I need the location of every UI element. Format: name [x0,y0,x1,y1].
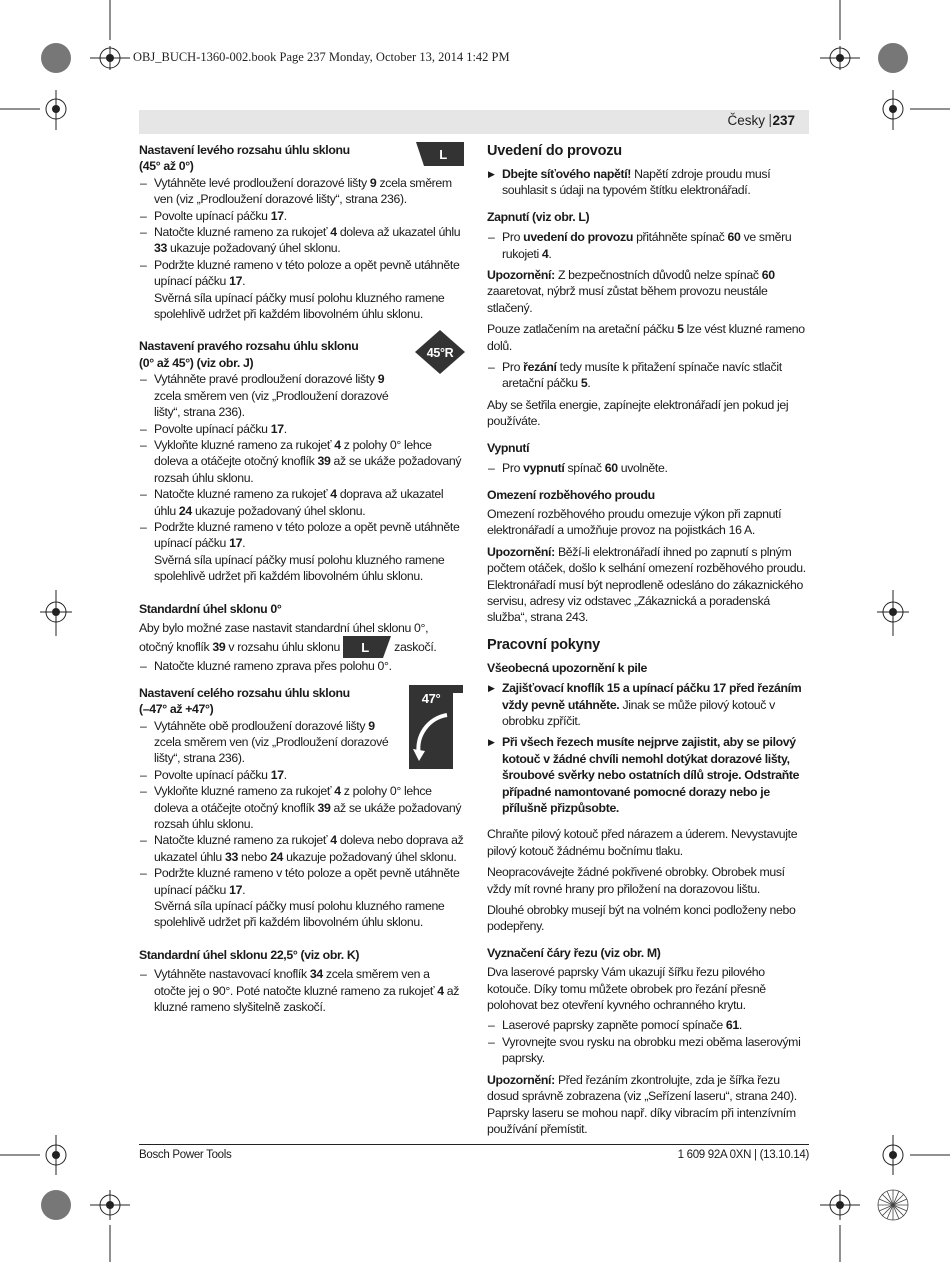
right-column [487,142,809,1137]
list-item: – Natočte kluzné rameno za rukojeť 4 doleva až ukazatel úhlu 33 ukazuje požadovaný úhel sklonu. [139,224,464,257]
section-title: Standardní úhel sklonu 22,5° (viz obr. K) [139,947,360,962]
full-range-badge-icon [409,685,463,769]
list-item: – Natočte kluzné rameno zprava přes polohu 0°. [139,658,464,674]
section-standard-0 [139,601,464,675]
list-item: – Podržte kluzné rameno v této poloze a opět pevně utáhněte upínací páčku 17. [139,257,464,290]
section-title: Zapnutí (viz obr. L) [487,209,590,224]
full-range-badge-label: 47° [421,690,441,706]
page-header-band [139,110,809,134]
section-paragraph: Aby bylo možné zase nastavit standardní úhel sklonu 0°, otočný knoflík 39 v rozsahu úhlu sklonu L zaskočí. [139,620,464,658]
footer-brand: Bosch Power Tools [139,1149,232,1161]
list-item: – Pro řezání tedy musíte k přitažení spínače navíc stlačit aretační páčku 5. [487,359,809,392]
section-title: Nastavení levého rozsahu úhlu sklonu [139,143,350,157]
section-title: Standardní úhel sklonu 0° [139,601,282,616]
list-item: – Vytáhněte nastavovací knoflík 34 zcela směrem ven a otočte jej o 90°. Poté natočte kluzné rameno za rukojeť 4 až kluzné rameno slyšitelně zaskočí. [139,966,464,1015]
warning-list [487,166,809,199]
list-item: – Vytáhněte pravé prodloužení dorazové lišty 9 zcela směrem ven (viz „Prodloužení dorazové lišty“, strana 236). [139,371,401,420]
section-title: Nastavení pravého rozsahu úhlu sklonu [139,339,359,354]
section-standard-22-5 [139,947,464,1016]
warning-item: ▶ Zajišťovací knoflík 15 a upínací páčku 17 před řezáním vždy pevně utáhněte. Jinak se může pilový kotouč v obrobku zpříčit. [487,680,809,729]
left-tilt-badge-label: L [439,147,447,162]
footer-rule [139,1144,809,1145]
section-left-range [139,142,464,322]
list-item: – Podržte kluzné rameno v této poloze a opět pevně utáhněte upínací páčku 17. [139,519,464,552]
note-paragraph: Upozornění: Z bezpečnostních důvodů nelze spínač 60 zaaretovat, nýbrž musí zůstat během provozu neustále stlačený. [487,268,775,315]
paragraph: Neopracovávejte žádné pokřivené obrobky. Obrobek musí vždy mít rovné hrany pro přiložení na dorazovou lištu. [487,865,785,896]
dash-list [139,371,401,420]
dash-list [139,966,464,1015]
right-tilt-badge-label: 45°R [426,346,454,361]
section-heading: Pracovní pokyny [487,636,601,653]
section-full-range [139,685,464,931]
list-item: – Podržte kluzné rameno v této poloze a opět pevně utáhněte upínací páčku 17. [139,865,464,898]
section-heading: Uvedení do provozu [487,143,622,159]
dash-list [487,1017,809,1066]
list-item: – Vykloňte kluzné rameno za rukojeť 4 z polohy 0° lehce doleva a otáčejte otočný knoflík 39 až se ukáže požadovaný rozsah úhlu sklonu. [139,437,464,486]
warning-list [487,680,809,816]
section-note: Svěrná síla upínací páčky musí polohu kluzného ramene spolehlivě udržet při každém libovolném úhlu sklonu. [154,552,445,584]
dash-list [139,718,401,767]
page-language: Česky [727,113,765,128]
section-title: Nastavení celého rozsahu úhlu sklonu [139,685,350,700]
section-title: Všeobecná upozornění k pile [487,660,648,675]
list-item: – Pro uvedení do provozu přitáhněte spínač 60 ve směru rukojeti 4. [487,229,809,262]
paragraph: Pouze zatlačením na aretační páčku 5 lze vést kluzné rameno dolů. [487,322,805,353]
section-right-range [139,338,464,584]
list-item: – Natočte kluzné rameno za rukojeť 4 doleva nebo doprava až ukazatel úhlu 33 nebo 24 ukazuje požadovaný úhel sklonu. [139,832,464,865]
section-title: Vypnutí [487,440,530,455]
dash-list [487,460,809,476]
page-number: 237 [772,113,795,128]
section-note: Svěrná síla upínací páčky musí polohu kluzného ramene spolehlivě udržet při každém libovolném úhlu sklonu. [154,899,445,930]
dash-list-cont [139,421,464,552]
paragraph: Dlouhé obrobky musejí být na volném konci podloženy nebo podepřeny. [487,903,796,934]
list-item: – Povolte upínací páčku 17. [139,767,464,783]
section-subtitle: (45° až 0°) [139,159,194,174]
dash-list [487,229,809,262]
warning-item: ▶ Dbejte síťového napětí! Napětí zdroje proudu musí souhlasit s údaji na typovém štítku elektronářadí. [487,166,809,199]
section-subtitle: (–47° až +47°) [139,702,214,717]
list-item: – Laserové paprsky zapněte pomocí spínače 61. [487,1017,809,1033]
left-column [139,142,464,1016]
section-subtitle: (0° až 45°) (viz obr. J) [139,355,254,370]
footer-doc-number: 1 609 92A 0XN | (13.10.14) [677,1149,809,1161]
dash-list [487,359,809,392]
paragraph: Chraňte pilový kotouč před nárazem a úderem. Nevystavujte pilový kotouč žádnému bočnímu tlaku. [487,827,798,858]
dash-list [139,658,464,674]
left-range-badge-icon [343,636,391,658]
left-tilt-badge-icon [416,142,464,166]
note-paragraph: Upozornění: Před řezáním zkontrolujte, zda je šířka řezu dosud správně zobrazena (viz „Seřízení laseru“, strana 240). Paprsky laseru se mohou např. díky vibracím při intenzívním používání přemístit. [487,1072,797,1136]
page-separator: | [768,112,772,127]
list-item: – Vytáhněte levé prodloužení dorazové lišty 9 zcela směrem ven (viz „Prodloužení dorazové lišty“, strana 236). [139,175,464,208]
section-title: Omezení rozběhového proudu [487,487,655,502]
list-item: – Vykloňte kluzné rameno za rukojeť 4 z polohy 0° lehce doleva a otáčejte otočný knoflík 39 až se ukáže požadovaný rozsah úhlu sklonu. [139,783,464,832]
list-item: – Vyrovnejte svou rysku na obrobku mezi oběma laserovými paprsky. [487,1034,809,1067]
paragraph: Aby se šetřila energie, zapínejte elektronářadí jen pokud jej používáte. [487,397,789,429]
section-title: Vyznačení čáry řezu (viz obr. M) [487,945,661,960]
right-tilt-badge-icon [415,330,465,374]
paragraph: Dva laserové paprsky Vám ukazují šířku řezu pilového kotouče. Díky tomu můžete obrobek pro řezání přesně polohovat bez otevření kyvného ochranného krytu. [487,965,766,1013]
note-paragraph: Upozornění: Běží-li elektronářadí ihned po zapnutí s plným počtem otáček, došlo k selhání omezení rozběhového proudu. Elektronářadí musí být neprodleně odesláno do zákaznického servisu, adresy viz odstavec „Zákaznická a poradenská služba“, strana 243. [487,544,806,625]
book-header: OBJ_BUCH-1360-002.book Page 237 Monday, October 13, 2014 1:42 PM [133,50,510,64]
list-item: – Vytáhněte obě prodloužení dorazové lišty 9 zcela směrem ven (viz „Prodloužení dorazové lišty“, strana 236). [139,718,401,767]
section-note: Svěrná síla upínací páčky musí polohu kluzného ramene spolehlivě udržet při každém libovolném úhlu sklonu. [154,290,445,322]
paragraph: Omezení rozběhového proudu omezuje výkon při zapnutí elektronářadí a umožňuje provoz na pojistkách 16 A. [487,506,782,538]
dash-list-cont [139,767,464,898]
list-item: – Povolte upínací páčku 17. [139,421,464,437]
dash-list [139,175,464,290]
list-item: – Pro vypnutí spínač 60 uvolněte. [487,460,809,476]
list-item: – Povolte upínací páčku 17. [139,208,464,224]
warning-item: ▶ Při všech řezech musíte nejprve zajistit, aby se pilový kotouč v žádné chvíli nemohl dotýkat dorazové lišty, šroubové svěrky nebo ostatních dílů stroje. Odstraňte případné namontované pomocné dorazy nebo je přílušně přizpůsobte. [487,734,809,816]
list-item: – Natočte kluzné rameno za rukojeť 4 doprava až ukazatel úhlu 24 ukazuje požadovaný úhel sklonu. [139,486,464,519]
left-range-badge-label: L [361,640,369,656]
